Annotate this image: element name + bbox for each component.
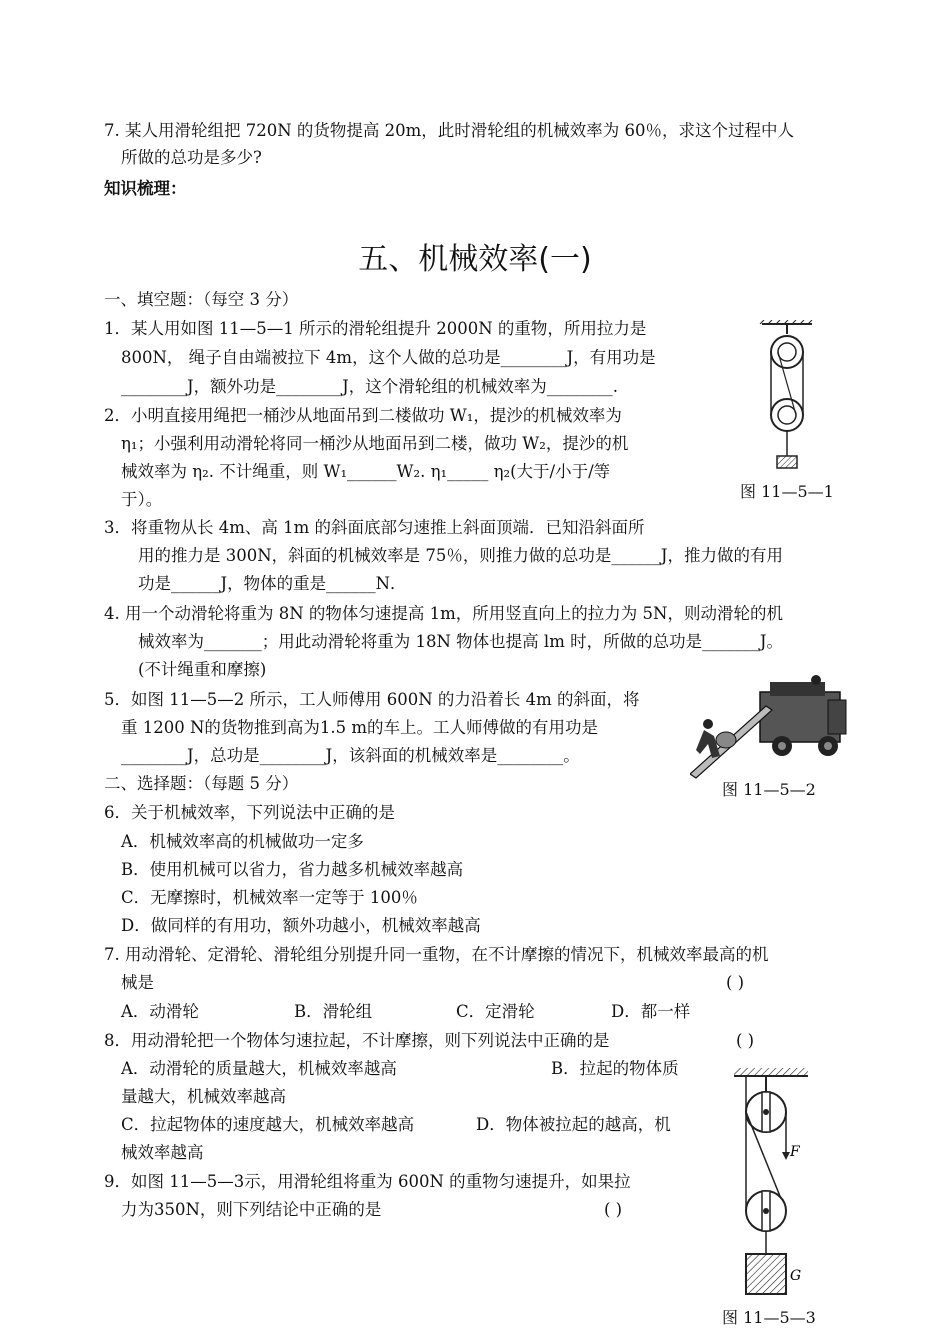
q2-line2: η₁；小强利用动滑轮将同一桶沙从地面吊到二楼，做功 W₂，提沙的机 (121, 434, 629, 453)
q3-line1: 3．将重物从长 4m、高 1m 的斜面底部匀速推上斜面顶端．已知沿斜面所 (104, 518, 645, 537)
q7-option-a: A．动滑轮 (121, 1002, 199, 1021)
q2-line4: 于）。 (121, 490, 163, 509)
q8-option-c: C．拉起物体的速度越大，机械效率越高 (121, 1115, 415, 1134)
q4-line1: 4. 用一个动滑轮将重为 8N 的物体匀速提高 1m，所用竖直向上的拉力为 5N，则动滑轮的机 (104, 604, 783, 623)
q6-stem: 6．关于机械效率，下列说法中正确的是 (104, 803, 395, 822)
q6-option-a: A．机械效率高的机械做功一定多 (121, 832, 364, 851)
figure-1-caption: 图 11—5—1 (740, 482, 834, 501)
figure-2-caption: 图 11—5—2 (722, 780, 816, 799)
q1-line3: ________J，额外功是________J，这个滑轮组的机械效率为________. (121, 377, 618, 396)
pulley-system-figure-3 (728, 1066, 818, 1302)
force-f-label: F (790, 1144, 800, 1160)
q4-line2: 械效率为_______；用此动滑轮将重为 18N 物体也提高 lm 时，所做的总功是_______J。 (138, 632, 783, 651)
q7-line1: 7. 用动滑轮、定滑轮、滑轮组分别提升同一重物，在不计摩擦的情况下，机械效率最高的机 (104, 945, 769, 964)
q7-option-b: B．滑轮组 (294, 1002, 373, 1021)
q6-option-d: D．做同样的有用功，额外功越小，机械效率越高 (121, 916, 481, 935)
q7-option-c: C．定滑轮 (456, 1002, 535, 1021)
q3-line2: 用的推力是 300N，斜面的机械效率是 75％，则推力做的总功是______J，推力做的有用 (138, 546, 784, 565)
q6-option-c: C．无摩擦时，机械效率一定等于 100％ (121, 888, 418, 907)
q8-option-a: A．动滑轮的质量越大，机械效率越高 (121, 1059, 397, 1078)
knowledge-heading: 知识梳理： (104, 179, 187, 198)
section1-heading: 一、填空题：（每空 3 分） (104, 290, 299, 309)
q7-line2: 械是 (121, 973, 154, 992)
q7-prev-line1: 7. 某人用滑轮组把 720N 的货物提高 20m，此时滑轮组的机械效率为 60％，求这个过程中人 (104, 121, 795, 140)
q6-option-b: B．使用机械可以省力，省力越多机械效率越高 (121, 860, 464, 879)
q8-option-d-part1: D．物体被拉起的越高，机 (476, 1115, 671, 1134)
q9-answer-paren: ( ) (604, 1200, 623, 1219)
section2-heading: 二、选择题：（每题 5 分） (104, 774, 299, 793)
figure-3-caption: 图 11—5—3 (722, 1308, 816, 1327)
q7-answer-paren: ( ) (726, 973, 745, 992)
q8-stem: 8．用动滑轮把一个物体匀速拉起，不计摩擦，则下列说法中正确的是 (104, 1031, 610, 1050)
q8-option-b-part1: B．拉起的物体质 (551, 1059, 679, 1078)
worker-ramp-truck-figure (690, 670, 850, 782)
q8-answer-paren: ( ) (736, 1031, 755, 1050)
q1-line2: 800N， 绳子自由端被拉下 4m，这个人做的总功是________J，有用功是 (121, 348, 656, 367)
q2-line3: 械效率为 η₂. 不计绳重，则 W₁______W₂. η₁_____ η₂(大于/小于/等 (121, 462, 611, 481)
q7-prev-line2: 所做的总功是多少? (121, 148, 262, 167)
q1-line1: 1．某人用如图 11—5—1 所示的滑轮组提升 2000N 的重物，所用拉力是 (104, 319, 647, 338)
q7-option-d: D．都一样 (611, 1002, 691, 1021)
weight-g-label: G (790, 1268, 802, 1284)
q9-line2: 力为350N，则下列结论中正确的是 (121, 1200, 382, 1219)
pulley-system-figure-1 (752, 320, 822, 472)
page-title: 五、机械效率(一) (358, 242, 592, 277)
q5-line2: 重 1200 N的货物推到高为1.5 m的车上。工人师傅做的有用功是 (121, 718, 599, 737)
q5-line1: 5．如图 11—5—2 所示，工人师傅用 600N 的力沿着长 4m 的斜面，将 (104, 690, 640, 709)
q8-option-d-part2: 械效率越高 (121, 1143, 204, 1162)
q2-line1: 2．小明直接用绳把一桶沙从地面吊到二楼做功 W₁，提沙的机械效率为 (104, 406, 622, 425)
q8-option-b-part2: 量越大，机械效率越高 (121, 1087, 286, 1106)
q3-line3: 功是______J，物体的重是______N． (138, 574, 407, 593)
q9-line1: 9．如图 11—5—3示，用滑轮组将重为 600N 的重物匀速提升，如果拉 (104, 1172, 631, 1191)
q4-line3: (不计绳重和摩擦) (138, 660, 267, 679)
q5-line3: ________J，总功是________J，该斜面的机械效率是________。 (121, 746, 580, 765)
